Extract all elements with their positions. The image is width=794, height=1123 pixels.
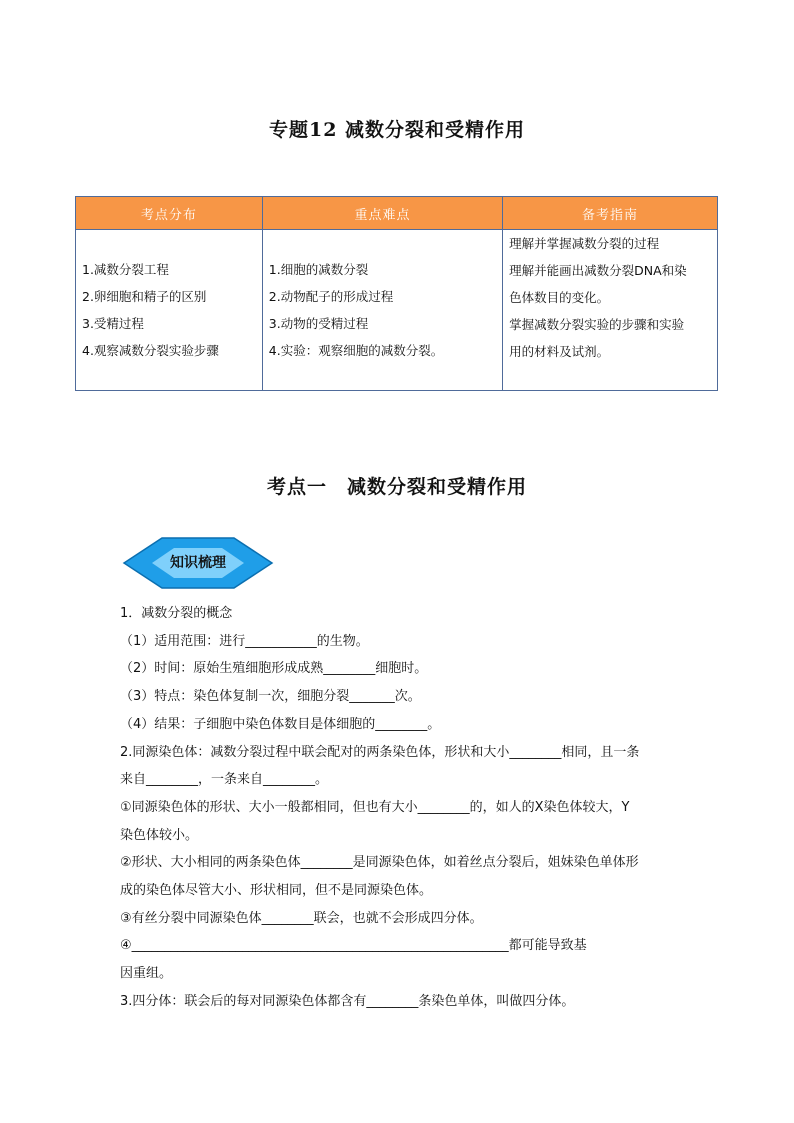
page-title: 专题12 减数分裂和受精作用 [268, 119, 526, 141]
content-line: （2）时间：原始生殖细胞形成成熟________细胞时。 [120, 661, 428, 677]
list-item: 1.减数分裂工程 [82, 262, 169, 277]
section-title: 考点一 减数分裂和受精作用 [266, 476, 527, 498]
list-item: 理解并能画出减数分裂DNA和染 [509, 263, 687, 278]
cell-study-guide [503, 230, 718, 391]
content-line: 因重组。 [120, 966, 173, 982]
overview-table [75, 196, 718, 391]
content-line: 来自________，一条来自________。 [120, 772, 329, 788]
header-key-difficulties: 重点难点 [262, 197, 502, 230]
content-line: 成的染色体尽管大小、形状相同，但不是同源染色体。 [120, 883, 433, 899]
content-line: ①同源染色体的形状、大小一般都相同，但也有大小________的，如人的X染色体较大，Y [120, 799, 630, 815]
list-item: 1.细胞的减数分裂 [268, 262, 369, 277]
list-item: 3.受精过程 [82, 316, 144, 331]
content-line: （3）特点：染色体复制一次，细胞分裂_______次。 [120, 689, 421, 705]
table-row [76, 230, 718, 391]
knowledge-badge [122, 536, 274, 590]
badge-label: 知识梳理 [170, 555, 226, 571]
content-line: 3.四分体：联会后的每对同源染色体都含有________条染色单体，叫做四分体。 [120, 993, 575, 1009]
cell-key-difficulties [262, 230, 502, 391]
content-line: 1．减数分裂的概念 [120, 606, 233, 621]
cell-exam-points [76, 230, 263, 391]
list-item: 4.实验：观察细胞的减数分裂。 [268, 343, 444, 358]
table-header-row [76, 197, 718, 230]
list-item: 掌握减数分裂实验的步骤和实验 [509, 317, 685, 332]
list-item: 3.动物的受精过程 [268, 316, 369, 331]
content-body [120, 600, 680, 1016]
list-item: 理解并掌握减数分裂的过程 [509, 236, 660, 251]
list-item: 4.观察减数分裂实验步骤 [82, 343, 219, 358]
content-line: 染色体较小。 [120, 827, 199, 843]
content-line: ②形状、大小相同的两条染色体________是同源染色体，如着丝点分裂后，姐妹染色单体形 [120, 855, 639, 871]
header-exam-points: 考点分布 [76, 197, 263, 230]
content-line: （1）适用范围：进行___________的生物。 [120, 633, 369, 649]
content-line: （4）结果：子细胞中染色体数目是体细胞的________。 [120, 716, 441, 732]
list-item: 用的材料及试剂。 [509, 344, 610, 359]
content-line: 2.同源染色体：减数分裂过程中联会配对的两条染色体，形状和大小________相同，且一条 [120, 744, 640, 760]
header-study-guide: 备考指南 [503, 197, 718, 230]
list-item: 2.动物配子的形成过程 [268, 289, 394, 304]
content-line: ④__________________________________________________________都可能导致基 [120, 938, 587, 954]
list-item: 色体数目的变化。 [509, 290, 610, 305]
content-line: ③有丝分裂中同源染色体________联会，也就不会形成四分体。 [120, 910, 483, 926]
list-item: 2.卵细胞和精子的区别 [82, 289, 207, 304]
